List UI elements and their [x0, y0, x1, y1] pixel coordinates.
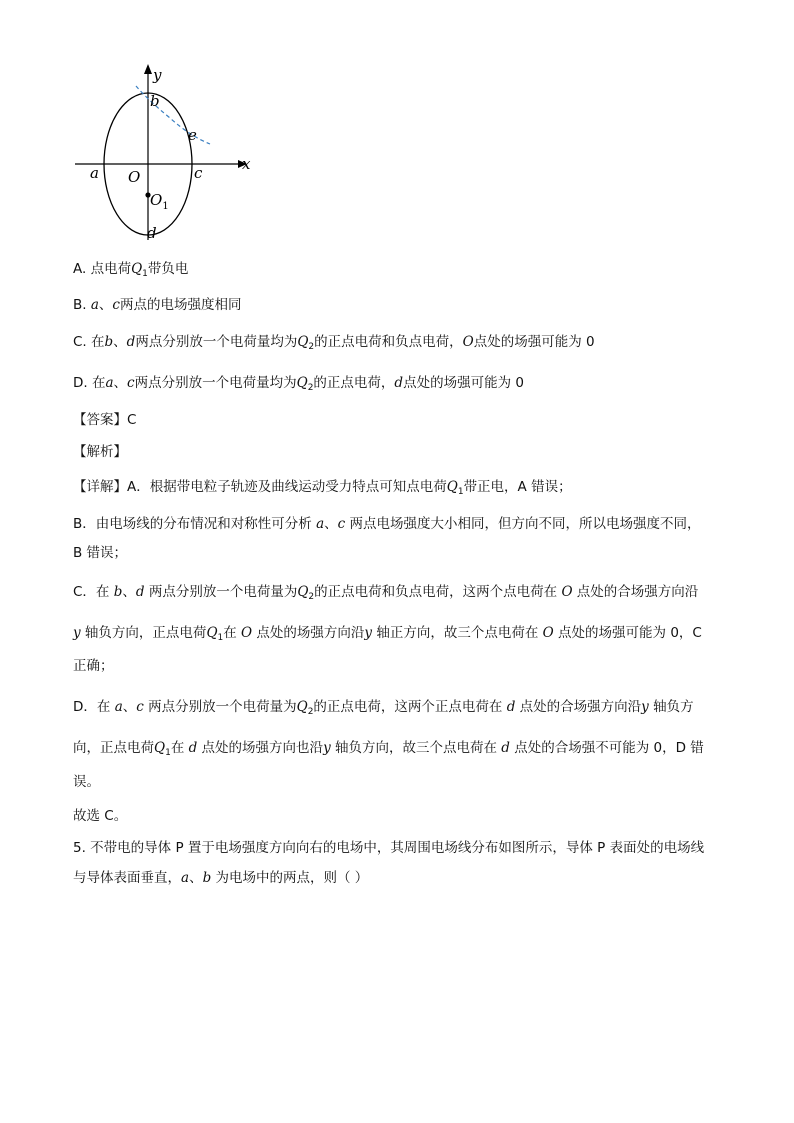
- label-b: b: [150, 92, 160, 110]
- label-a: a: [90, 164, 99, 182]
- particle-trajectory-dashed: [136, 86, 210, 144]
- conclusion-line: 故选 C。: [73, 808, 128, 824]
- label-o1: $O_1$: [150, 191, 169, 212]
- label-y: y: [153, 66, 162, 84]
- detail-c-line1: C．在 b、d 两点分别放一个电荷量为$Q_2$的正点电荷和负点电荷，这两个点电荷在 O 点处的合场强方向沿: [73, 584, 699, 602]
- question-5-line2: 与导体表面垂直，a、b 为电场中的两点，则（ ）: [73, 870, 369, 886]
- option-d: D. 在a、c两点分别放一个电荷量均为$Q_2$的正点电荷，d点处的场强可能为 0: [73, 375, 524, 393]
- answer-label: 【答案】: [73, 412, 127, 428]
- option-b: B. a、c两点的电场强度相同: [73, 297, 242, 313]
- detail-c-line3: 正确；: [73, 658, 114, 674]
- answer-value: C: [127, 412, 137, 428]
- ellipse-field-figure: [70, 62, 270, 242]
- detail-c-line2: y 轴负方向，正点电荷$Q_1$在 O 点处的场强方向沿y 轴正方向，故三个点电荷在 O 点处的场强可能为 0，C: [73, 625, 702, 643]
- detail-b-line1: B．由电场线的分布情况和对称性可分析 a、c 两点电场强度大小相同，但方向不同，所以电场强度不同，: [73, 516, 701, 532]
- option-a: A. 点电荷$Q_1$带负电: [73, 261, 189, 279]
- label-c: c: [194, 164, 203, 182]
- detail-a: 【详解】A．根据带电粒子轨迹及曲线运动受力特点可知点电荷$Q_1$带正电，A 错误；: [73, 479, 572, 497]
- label-d: d: [147, 224, 157, 242]
- answer-line: [73, 410, 136, 430]
- question-5-line1: 5. 不带电的导体 P 置于电场强度方向向右的电场中，其周围电场线分布如图所示，导体 P 表面处的电场线: [73, 840, 705, 856]
- detail-d-line3: 误。: [73, 774, 100, 790]
- detail-b-line2: B 错误；: [73, 545, 128, 561]
- detail-d-line2: 向，正点电荷$Q_1$在 d 点处的场强方向也沿y 轴负方向，故三个点电荷在 d 点处的合场强不可能为 0，D 错: [73, 740, 704, 758]
- detail-d-line1: D．在 a、c 两点分别放一个电荷量为$Q_2$的正点电荷，这两个正点电荷在 d 点处的合场强方向沿y 轴负方: [73, 699, 694, 717]
- y-axis-arrow: [144, 64, 152, 74]
- label-origin: O: [128, 168, 141, 186]
- label-e: e: [188, 126, 197, 144]
- analysis-label: 【解析】: [73, 444, 127, 460]
- label-x: x: [242, 155, 251, 173]
- option-c: C. 在b、d两点分别放一个电荷量均为$Q_2$的正点电荷和负点电荷，O点处的场强可能为 0: [73, 334, 595, 352]
